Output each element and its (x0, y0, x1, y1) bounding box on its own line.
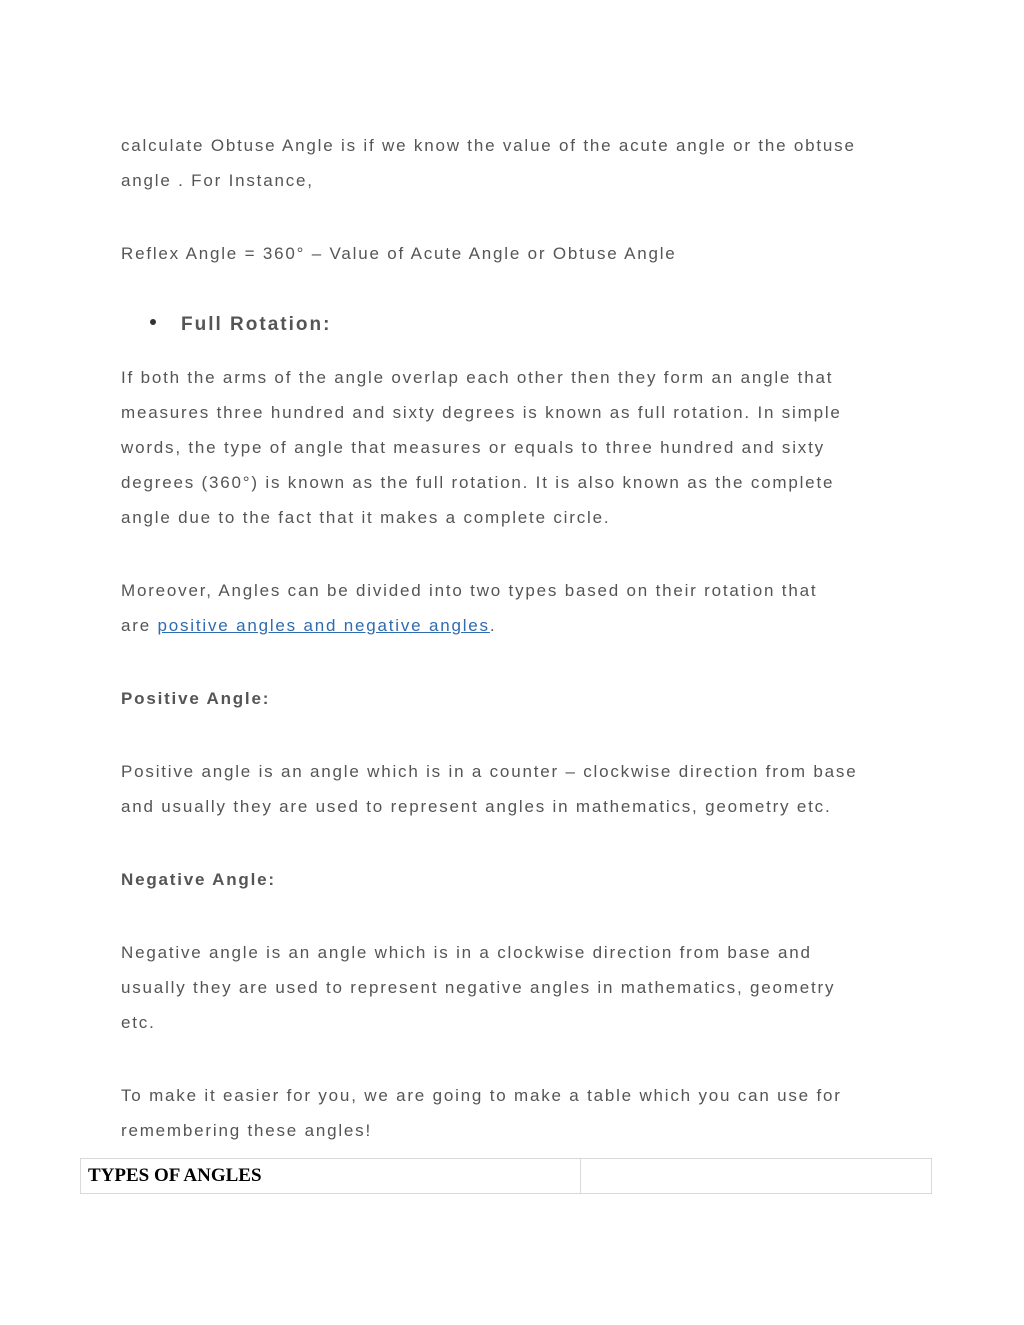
positive-angle-heading: Positive Angle: (121, 689, 271, 708)
text-line: measures three hundred and sixty degrees is known as full rotation. In simple (121, 403, 842, 422)
text-line: remembering these angles! (121, 1121, 373, 1140)
text-line: To make it easier for you, we are going to make a table which you can use for (121, 1086, 842, 1105)
full-rotation-heading: Full Rotation: (181, 314, 332, 335)
table-header-empty (581, 1159, 931, 1193)
text-line: If both the arms of the angle overlap each other then they form an angle that (121, 368, 834, 387)
text-line: words, the type of angle that measures or equals to three hundred and sixty (121, 438, 825, 457)
text-line-with-link (121, 616, 496, 636)
text-line: calculate Obtuse Angle is if we know the value of the acute angle or the obtuse (121, 136, 856, 155)
text-line: angle due to the fact that it makes a complete circle. (121, 508, 611, 527)
positive-negative-angles-link[interactable]: positive angles and negative angles (157, 616, 490, 635)
angles-table (80, 1158, 932, 1194)
text-line: etc. (121, 1013, 156, 1032)
text-line: usually they are used to represent negative angles in mathematics, geometry (121, 978, 836, 997)
bullet-icon (150, 319, 156, 325)
text-prefix: are (121, 616, 158, 635)
text-line: Moreover, Angles can be divided into two types based on their rotation that (121, 581, 818, 600)
text-suffix: . (489, 616, 497, 635)
text-line: angle . For Instance, (121, 171, 314, 190)
reflex-formula: Reflex Angle = 360° – Value of Acute Angle or Obtuse Angle (121, 244, 677, 263)
text-line: degrees (360°) is known as the full rotation. It is also known as the complete (121, 473, 835, 492)
table-header-types-of-angles: TYPES OF ANGLES (81, 1159, 581, 1193)
text-line: Negative angle is an angle which is in a clockwise direction from base and (121, 943, 812, 962)
negative-angle-heading: Negative Angle: (121, 870, 276, 889)
text-line: Positive angle is an angle which is in a counter – clockwise direction from base (121, 762, 858, 781)
text-line: and usually they are used to represent angles in mathematics, geometry etc. (121, 797, 832, 816)
